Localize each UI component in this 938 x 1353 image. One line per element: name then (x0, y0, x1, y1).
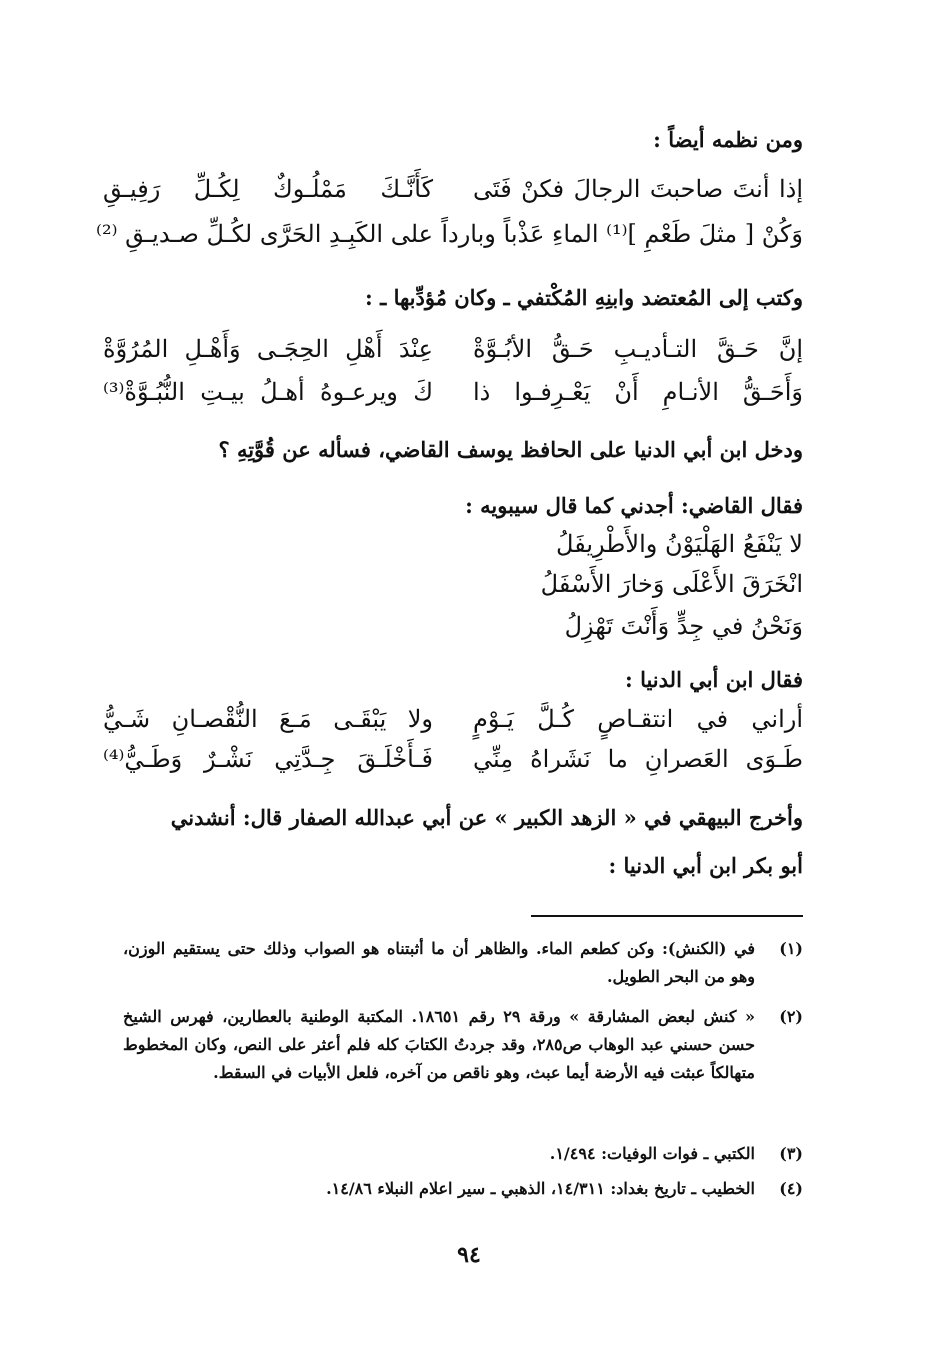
page-number: ٩٤ (457, 1242, 481, 1268)
poem3-verse-2 (103, 745, 803, 781)
hemistich: ولا يَبْقَـى مَـعَ النُّقْصـانِ شَـيُّ (103, 705, 433, 733)
paragraph: فقال ابن أبي الدنيا : (625, 667, 803, 692)
poem1-verse-1 (103, 175, 803, 211)
footnote-divider (531, 915, 803, 917)
intro-line: ومن نظمه أيضاً : (653, 127, 803, 152)
rajaz-line-2: انْخَرَقَ الأَعْلَى وَخارَ الأَسْفَلُ (540, 570, 803, 598)
footnote-3 (123, 1140, 803, 1168)
footnote-2 (123, 1003, 803, 1087)
footnote-text: الخطيب ـ تاريخ بغداد: ١٤/٣١١، الذهبي ـ سير اعلام النبلاء ١٤/٨٦. (326, 1179, 755, 1198)
poem1-verse-2 (96, 220, 803, 256)
hemistich: طَـوَى العَصرانِ ما نَشَراهُ مِنِّي (473, 745, 803, 773)
paragraph: وكتب إلى المُعتضد وابنِهِ المُكْتفي ـ وكان مُؤدِّبها ـ : (365, 285, 803, 310)
hemistich: عِنْدَ أَهْلِ الحِجَـى وَأَهْـلِ المُرُوَّةْ (103, 335, 433, 363)
footnote-text: في (الكنش): وكن كطعم الماء. والظاهر أن ما أثبتناه هو الصواب وذلك حتى يستقيم الوزن، وهو من البحر الطويل. (123, 939, 755, 986)
paragraph: وأخرج البيهقي في « الزهد الكبير » عن أبي عبدالله الصفار قال: أنشدني (170, 805, 803, 830)
footnote-number: (٣) (779, 1144, 803, 1163)
rajaz-line-1: لا يَنْفَعُ الهَلْيَوْنُ والأَطْرِيفَلُ (556, 530, 803, 558)
footnote-number: (١) (779, 939, 803, 958)
hemistich: إنَّ حَـقَّ التـأديـبِ حَـقُّ الأبُـوَّةْ (473, 335, 803, 363)
footnote-text: « كنش لبعض المشارقة » ورقة ٢٩ رقم ١٨٦٥١. المكتبة الوطنية بالعطارين، فهرس الشيخ حسن حسني عبد الوهاب ص٢٨٥، وقد جردتُ الكتابَ كله فلم أعثر على النص، وكان المخطوط متهالكاً عبثت فيه الأرضة أيما عبث، وهو ناقص من آخره، فلعل الأبيات في السقط. (123, 1007, 756, 1082)
hemistich: كَأَنَّـكَ مَمْلُـوكٌ لِكُـلِّ رَفِيـقِ (103, 175, 433, 203)
footnote-text: الكتبي ـ فوات الوفيات: ١/٤٩٤. (549, 1144, 755, 1163)
hemistich: وَأَحَـقُّ الأنـامِ أَنْ يَعْـرِفـوا ذا (473, 378, 803, 406)
hemistich: وَكُنْ [ مثلَ طَعْمِ ]⁽¹⁾ الماءِ عَذْباً وبارداً (441, 220, 803, 248)
paragraph: ودخل ابن أبي الدنيا على الحافظ يوسف القاضي، فسأله عن قُوَّتِهِ ؟ (218, 437, 803, 462)
hemistich: فَـأَخْلَـقَ جِـدَّتِي نَشْـرٌ وَطَـيُّ⁽⁴⁾ (103, 745, 433, 773)
footnote-1 (123, 935, 803, 991)
footnote-4 (123, 1175, 803, 1203)
rajaz-line-3: وَنَحْنُ في جِدٍّ وَأَنْتَ تَهْزِلُ (564, 612, 803, 640)
footnote-number: (٢) (779, 1007, 803, 1026)
poem2-verse-1 (103, 335, 803, 371)
paragraph: فقال القاضي: أجدني كما قال سيبويه : (465, 493, 803, 518)
hemistich: كَ ويرعـوهُ أهـلُ بيـتِ النُّبُـوَّةْ⁽³⁾ (103, 378, 433, 406)
hemistich: إذا أنتَ صاحبتَ الرجالَ فكنْ فَتَى (473, 175, 803, 203)
hemistich: أراني في انتقـاصٍ كُـلَّ يَـوْمٍ (473, 705, 803, 733)
paragraph: أبو بكر ابن أبي الدنيا : (608, 853, 803, 878)
poem3-verse-1 (103, 705, 803, 741)
footnote-number: (٤) (779, 1179, 803, 1198)
hemistich: على الكَبِـدِ الحَرَّى لكُـلِّ صـديـقِ ⁽²⁾ (96, 220, 433, 248)
poem2-verse-2 (103, 378, 803, 414)
